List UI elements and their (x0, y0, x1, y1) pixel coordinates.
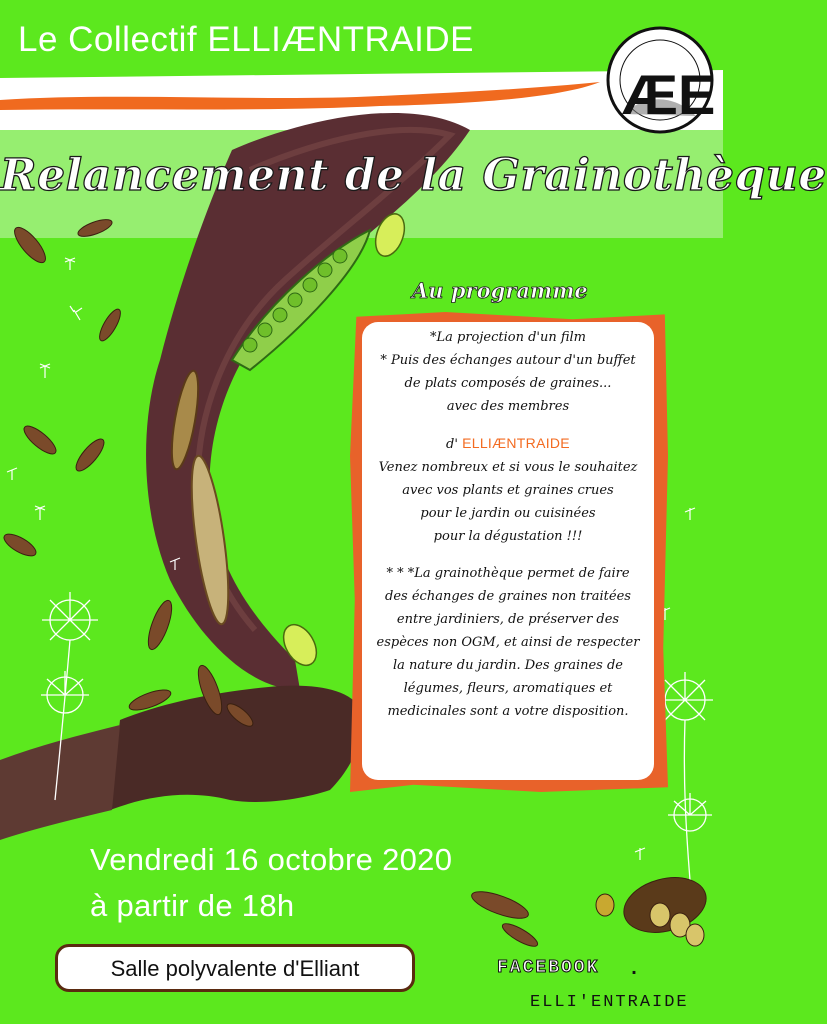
info-line: medicinales sont a votre disposition. (387, 704, 629, 719)
program-line: *La projection d'un film (429, 330, 587, 345)
venue-name: Salle polyvalente d'Elliant (110, 956, 360, 981)
invite-line: avec vos plants et graines crues (402, 483, 614, 498)
invite-line: pour la dégustation !!! (433, 529, 583, 544)
program-line: de plats composés de graines... (404, 376, 612, 391)
brand-name: ELLIÆNTRAIDE (462, 435, 570, 451)
invite-line: Venez nombreux et si vous le souhaitez (378, 460, 638, 475)
info-line: légumes, fleurs, aromatiques et (403, 681, 613, 696)
brand-prefix: d' (446, 437, 458, 452)
program-box (362, 322, 654, 780)
program-heading: Au programme (412, 278, 588, 303)
program-line: avec des membres (446, 399, 570, 414)
event-date: Vendredi 16 octobre 2020 (90, 842, 453, 877)
organization-title: Le Collectif ELLIÆNTRAIDE (18, 20, 474, 59)
info-line: espèces non OGM, et ainsi de respecter (376, 635, 640, 650)
info-line: des échanges de graines non traitées (385, 589, 631, 604)
event-title: Relancement de la Grainothèque (0, 150, 827, 201)
event-time: à partir de 18h (90, 888, 295, 923)
arm (0, 725, 120, 840)
acorns (596, 869, 712, 946)
info-line: * * *La grainothèque permet de faire (386, 566, 630, 581)
logo-letters: ÆE (622, 63, 716, 126)
program-line: * Puis des échanges autour d'un buffet (380, 353, 636, 368)
brand-line (368, 432, 648, 456)
facebook-page-name: ELLI'ENTRAIDE (530, 993, 689, 1012)
venue-box (55, 944, 415, 992)
info-line: entre jardiniers, de préserver des (396, 612, 620, 627)
info-line: la nature du jardin. Des graines de (393, 658, 623, 673)
facebook-label: FACEBOOK (497, 958, 600, 978)
invite-line: pour le jardin ou cuisinées (420, 506, 596, 521)
social-separator: . (628, 958, 641, 981)
